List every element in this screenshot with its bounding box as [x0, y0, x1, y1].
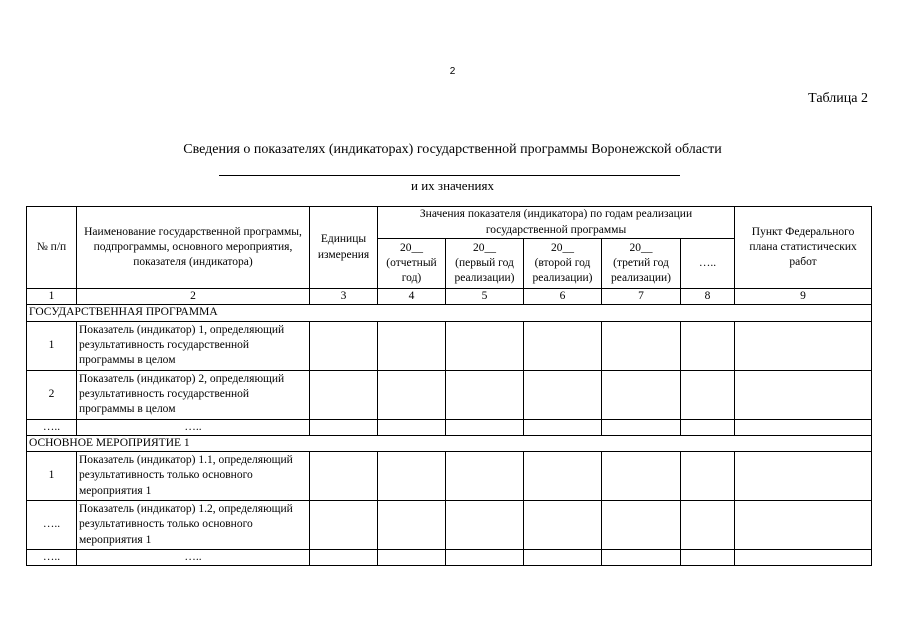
- row-name: Показатель (индикатор) 2, определяющий результативность государственной программы в целом: [77, 370, 310, 419]
- table-row: [27, 501, 872, 550]
- empty-cell: [446, 452, 524, 501]
- empty-cell: [735, 550, 872, 566]
- empty-cell: [735, 321, 872, 370]
- header-year-more: …..: [681, 239, 735, 289]
- empty-cell: [378, 370, 446, 419]
- empty-cell: [310, 370, 378, 419]
- table-label: Таблица 2: [808, 91, 868, 106]
- empty-cell: [735, 452, 872, 501]
- col-num-4: 4: [378, 289, 446, 305]
- row-name: Показатель (индикатор) 1, определяющий результативность государственной программы в целом: [77, 321, 310, 370]
- empty-cell: [681, 501, 735, 550]
- empty-cell: [681, 419, 735, 435]
- empty-cell: [602, 370, 681, 419]
- col-num-7: 7: [602, 289, 681, 305]
- column-number-row: [27, 289, 872, 305]
- empty-cell: [446, 550, 524, 566]
- header-name: Наименование государственной программы, подпрограммы, основного мероприятия, показателя (индикатора): [77, 207, 310, 289]
- table-row: [27, 419, 872, 435]
- col-num-2: 2: [77, 289, 310, 305]
- empty-cell: [524, 321, 602, 370]
- empty-cell: [602, 452, 681, 501]
- empty-cell: [446, 501, 524, 550]
- row-name: Показатель (индикатор) 1.2, определяющий результативность только основного мероприятия 1: [77, 501, 310, 550]
- section-title: ОСНОВНОЕ МЕРОПРИЯТИЕ 1: [27, 435, 872, 451]
- header-year-4: 20__ (третий год реализации): [602, 239, 681, 289]
- row-name: …..: [77, 419, 310, 435]
- empty-cell: [602, 501, 681, 550]
- empty-cell: [735, 501, 872, 550]
- empty-cell: [310, 501, 378, 550]
- header-row-1: [27, 207, 872, 239]
- empty-cell: [310, 452, 378, 501]
- empty-cell: [602, 321, 681, 370]
- col-num-5: 5: [446, 289, 524, 305]
- empty-cell: [681, 370, 735, 419]
- section-title: ГОСУДАРСТВЕННАЯ ПРОГРАММА: [27, 305, 872, 321]
- table-row: [27, 550, 872, 566]
- empty-cell: [524, 370, 602, 419]
- table-row: [27, 452, 872, 501]
- col-num-9: 9: [735, 289, 872, 305]
- header-year-2: 20__ (первый год реализации): [446, 239, 524, 289]
- section-row: [27, 305, 872, 321]
- header-units: Единицы измерения: [310, 207, 378, 289]
- header-num: № п/п: [27, 207, 77, 289]
- page-number: 2: [449, 66, 456, 77]
- col-num-3: 3: [310, 289, 378, 305]
- empty-cell: [735, 370, 872, 419]
- empty-cell: [524, 452, 602, 501]
- empty-cell: [681, 550, 735, 566]
- document-title: Сведения о показателях (индикаторах) государственной программы Воронежской области: [183, 142, 722, 157]
- row-num: …..: [27, 550, 77, 566]
- row-num: 2: [27, 370, 77, 419]
- header-year-3: 20__ (второй год реализации): [524, 239, 602, 289]
- row-num: 1: [27, 321, 77, 370]
- empty-cell: [446, 321, 524, 370]
- col-num-6: 6: [524, 289, 602, 305]
- empty-cell: [446, 419, 524, 435]
- empty-cell: [378, 419, 446, 435]
- empty-cell: [602, 419, 681, 435]
- section-row: [27, 435, 872, 451]
- empty-cell: [378, 452, 446, 501]
- empty-cell: [524, 419, 602, 435]
- indicators-table: [26, 206, 872, 566]
- empty-cell: [524, 550, 602, 566]
- col-num-1: 1: [27, 289, 77, 305]
- empty-cell: [446, 370, 524, 419]
- empty-cell: [310, 550, 378, 566]
- row-num: …..: [27, 419, 77, 435]
- empty-cell: [378, 501, 446, 550]
- row-num: 1: [27, 452, 77, 501]
- empty-cell: [310, 419, 378, 435]
- empty-cell: [378, 550, 446, 566]
- empty-cell: [681, 321, 735, 370]
- row-name: Показатель (индикатор) 1.1, определяющий результативность только основного мероприятия 1: [77, 452, 310, 501]
- title-underline: [219, 175, 680, 176]
- row-name: …..: [77, 550, 310, 566]
- header-values-group: Значения показателя (индикатора) по годам реализации государственной программы: [378, 207, 735, 239]
- header-plan: Пункт Федерального плана статистических работ: [735, 207, 872, 289]
- empty-cell: [524, 501, 602, 550]
- empty-cell: [378, 321, 446, 370]
- empty-cell: [602, 550, 681, 566]
- table-row: [27, 321, 872, 370]
- document-subtitle: и их значениях: [411, 178, 494, 193]
- empty-cell: [735, 419, 872, 435]
- header-year-1: 20__ (отчетный год): [378, 239, 446, 289]
- table-row: [27, 370, 872, 419]
- col-num-8: 8: [681, 289, 735, 305]
- empty-cell: [310, 321, 378, 370]
- row-num: …..: [27, 501, 77, 550]
- empty-cell: [681, 452, 735, 501]
